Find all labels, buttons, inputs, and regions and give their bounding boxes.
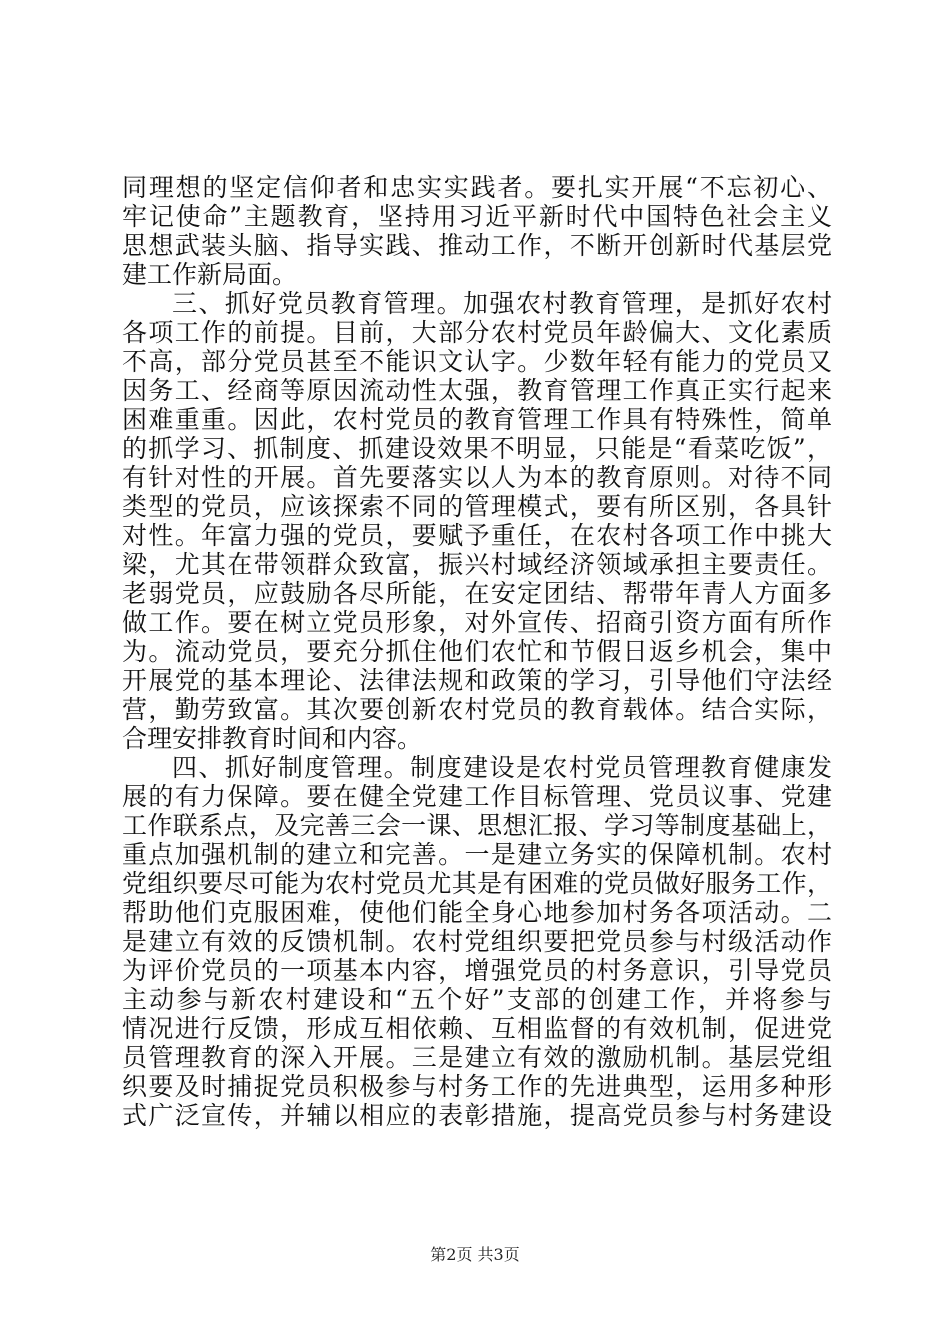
text-line: 情况进行反馈，形成互相依赖、互相监督的有效机制，促进党 [122,1014,832,1043]
text-line: 营，勤劳致富。其次要创新农村党员的教育载体。结合实际， [122,695,832,724]
text-line: 是建立有效的反馈机制。农村党组织要把党员参与村级活动作 [122,927,832,956]
text-line: 党组织要尽可能为农村党员尤其是有困难的党员做好服务工作， [122,869,832,898]
text-line: 主动参与新农村建设和“五个好”支部的创建工作，并将参与 [122,985,832,1014]
body-text [122,173,832,1130]
text-line: 因务工、经商等原因流动性太强，教育管理工作真正实行起来 [122,376,832,405]
text-line: 各项工作的前提。目前，大部分农村党员年龄偏大、文化素质 [122,318,832,347]
text-line: 有针对性的开展。首先要落实以人为本的教育原则。对待不同 [122,463,832,492]
text-line: 员管理教育的深入开展。三是建立有效的激励机制。基层党组 [122,1043,832,1072]
text-line: 为评价党员的一项基本内容，增强党员的村务意识，引导党员 [122,956,832,985]
text-line: 同理想的坚定信仰者和忠实实践者。要扎实开展“不忘初心、 [122,173,832,202]
page-footer: 第2页 共3页 [430,1245,520,1264]
text-line: 合理安排教育时间和内容。 [122,724,423,753]
text-line: 思想武装头脑、指导实践、推动工作，不断开创新时代基层党 [122,231,832,260]
text-line: 对性。年富力强的党员，要赋予重任，在农村各项工作中挑大 [122,521,832,550]
text-line: 工作联系点，及完善三会一课、思想汇报、学习等制度基础上， [122,811,832,840]
text-line: 为。流动党员，要充分抓住他们农忙和节假日返乡机会，集中 [122,637,832,666]
text-line: 建工作新局面。 [122,260,298,289]
text-line: 重点加强机制的建立和完善。一是建立务实的保障机制。农村 [122,840,832,869]
text-line: 帮助他们克服困难，使他们能全身心地参加村务各项活动。二 [122,898,832,927]
text-line: 织要及时捕捉党员积极参与村务工作的先进典型，运用多种形 [122,1072,832,1101]
text-line: 开展党的基本理论、法律法规和政策的学习，引导他们守法经 [122,666,832,695]
text-line: 不高，部分党员甚至不能识文认字。少数年轻有能力的党员又 [122,347,832,376]
text-line: 梁，尤其在带领群众致富，振兴村域经济领域承担主要责任。 [122,550,832,579]
text-line: 四、抓好制度管理。制度建设是农村党员管理教育健康发 [172,753,832,782]
text-line: 牢记使命”主题教育，坚持用习近平新时代中国特色社会主义 [122,202,832,231]
text-line: 三、抓好党员教育管理。加强农村教育管理，是抓好农村 [172,289,832,318]
text-line: 展的有力保障。要在健全党建工作目标管理、党员议事、党建 [122,782,832,811]
text-line: 式广泛宣传，并辅以相应的表彰措施，提高党员参与村务建设 [122,1101,832,1130]
text-line: 困难重重。因此，农村党员的教育管理工作具有特殊性，简单 [122,405,832,434]
text-line: 老弱党员，应鼓励各尽所能，在安定团结、帮带年青人方面多 [122,579,832,608]
text-line: 类型的党员，应该探索不同的管理模式，要有所区别，各具针 [122,492,832,521]
text-line: 的抓学习、抓制度、抓建设效果不明显，只能是“看菜吃饭”， [122,434,832,463]
text-line: 做工作。要在树立党员形象，对外宣传、招商引资方面有所作 [122,608,832,637]
